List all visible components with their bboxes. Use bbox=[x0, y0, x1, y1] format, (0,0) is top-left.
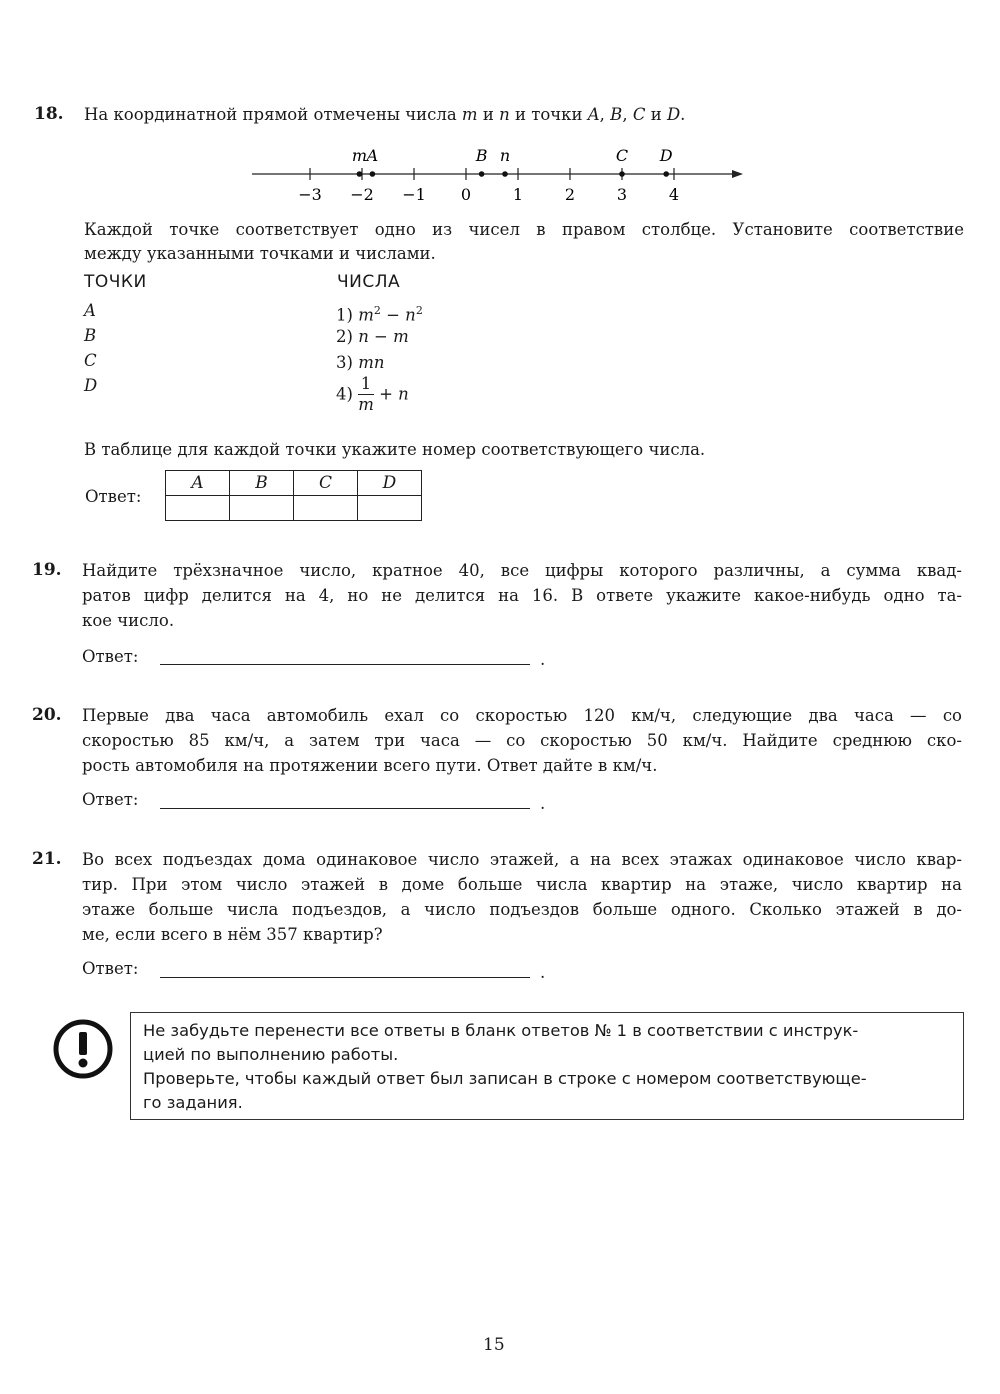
point-dot-C bbox=[619, 171, 625, 177]
q18-point-B: B bbox=[610, 105, 623, 124]
option-1-sup-n: 2 bbox=[415, 304, 423, 317]
option-4-number: 4) bbox=[336, 384, 353, 404]
q18-var-n: n bbox=[499, 105, 510, 124]
q20-line-1: Первые два часа автомобиль ехал со скоростью 120 км/ч, следующие два часа — со bbox=[82, 706, 962, 725]
q18-comma2: , bbox=[622, 105, 628, 124]
q18-table-instruction: В таблице для каждой точки укажите номер соответствующего числа. bbox=[84, 440, 706, 459]
q21-line-3: этаже больше числа подъездов, а число подъездов больше одного. Сколько этажей в до- bbox=[82, 900, 962, 919]
answer-table-header-row bbox=[166, 471, 422, 496]
point-label-A: A bbox=[366, 146, 379, 165]
answer-header-B: B bbox=[230, 471, 294, 496]
q21-answer-line[interactable] bbox=[160, 977, 530, 978]
point-dot-n bbox=[502, 171, 508, 177]
q18-point-A: A bbox=[587, 105, 600, 124]
q18-var-m: m bbox=[461, 105, 478, 124]
q19-answer-line[interactable] bbox=[160, 664, 530, 665]
col-numbers-header: ЧИСЛА bbox=[337, 272, 401, 292]
q20-answer-line[interactable] bbox=[160, 808, 530, 809]
notice-box bbox=[130, 1012, 964, 1120]
option-4-numerator: 1 bbox=[358, 374, 374, 395]
q18-point-C: C bbox=[632, 105, 646, 124]
q20-line-3: рость автомобиля на протяжении всего пути. Ответ дайте в км/ч. bbox=[82, 756, 658, 775]
option-3-number: 3) bbox=[336, 353, 353, 372]
option-2-expression: n − m bbox=[358, 327, 409, 346]
answer-cell-B[interactable] bbox=[230, 496, 294, 521]
answer-header-D: D bbox=[358, 471, 422, 496]
option-4-fraction bbox=[358, 374, 374, 415]
answer-cell-C[interactable] bbox=[294, 496, 358, 521]
q21-answer-end: . bbox=[540, 963, 546, 982]
option-2-number: 2) bbox=[336, 327, 353, 346]
q20-answer-end: . bbox=[540, 794, 546, 813]
page-number: 15 bbox=[483, 1335, 505, 1355]
q19-answer-label: Ответ: bbox=[82, 647, 139, 666]
option-1-m: m bbox=[358, 305, 374, 325]
q19-line-3: кое число. bbox=[82, 611, 175, 630]
answer-table-input-row bbox=[166, 496, 422, 521]
q18-instruction-1: Каждой точке соответствует одно из чисел в правом столбце. Установите соответствие bbox=[84, 220, 964, 239]
q18-intro-text: На координатной прямой отмечены числа bbox=[84, 105, 457, 124]
point-dot-B bbox=[479, 171, 485, 177]
q21-line-4: ме, если всего в нём 357 квартир? bbox=[82, 925, 383, 944]
q21-number: 21. bbox=[32, 849, 62, 869]
q21-line-1: Во всех подъездах дома одинаковое число этажей, а на всех этажах одинаковое число квар- bbox=[82, 850, 962, 869]
q18-number: 18. bbox=[34, 104, 64, 124]
q21-line-2: тир. При этом число этажей в доме больше числа квартир на этаже, число квартир на bbox=[82, 875, 962, 894]
point-dot-D bbox=[663, 171, 669, 177]
q18-period: . bbox=[680, 105, 686, 124]
option-1-sup-m: 2 bbox=[373, 304, 381, 317]
answer-header-C: C bbox=[294, 471, 358, 496]
point-label-m: m bbox=[351, 146, 367, 165]
q19-line-1: Найдите трёхзначное число, кратное 40, все цифры которого различны, а сумма квад- bbox=[82, 561, 962, 580]
answer-cell-D[interactable] bbox=[358, 496, 422, 521]
option-1-minus: − bbox=[386, 305, 400, 325]
point-label-B: B bbox=[475, 146, 488, 165]
q20-answer-label: Ответ: bbox=[82, 790, 139, 809]
point-label-C: C bbox=[615, 146, 629, 165]
notice-line-1: Не забудьте перенести все ответы в бланк ответов № 1 в соответствии с инструк- bbox=[143, 1021, 859, 1040]
option-1-n: n bbox=[405, 305, 416, 325]
point-dot-m bbox=[357, 171, 363, 177]
q19-answer-end: . bbox=[540, 650, 546, 669]
point-item-C: C bbox=[84, 351, 97, 370]
point-item-B: B bbox=[84, 326, 97, 345]
exclamation-icon bbox=[52, 1018, 114, 1080]
option-4 bbox=[336, 374, 409, 415]
q19-line-2: ратов цифр делится на 4, но не делится на 16. В ответе укажите какое-нибудь одно та- bbox=[82, 586, 962, 605]
tick-label: −3 bbox=[298, 185, 322, 204]
q18-and-points: и точки bbox=[514, 105, 583, 124]
option-1-number: 1) bbox=[336, 305, 353, 325]
notice-line-4: го задания. bbox=[143, 1093, 243, 1112]
tick-label: −2 bbox=[350, 185, 374, 204]
notice-line-3: Проверьте, чтобы каждый ответ был записан в строке с номером соответствующе- bbox=[143, 1069, 867, 1088]
option-4-denominator: m bbox=[358, 395, 374, 414]
q19-number: 19. bbox=[32, 560, 62, 580]
option-4-plus-n: + n bbox=[379, 384, 409, 404]
point-item-A: A bbox=[84, 301, 96, 320]
q20-line-2: скоростью 85 км/ч, а затем три часа — со скоростью 50 км/ч. Найдите среднюю ско- bbox=[82, 731, 962, 750]
tick-label: 1 bbox=[512, 185, 524, 204]
q21-answer-label: Ответ: bbox=[82, 959, 139, 978]
tick-label: 4 bbox=[668, 185, 680, 204]
axis-arrow bbox=[732, 170, 743, 178]
q18-point-D: D bbox=[666, 105, 681, 124]
answer-header-A: A bbox=[166, 471, 230, 496]
q18-and: и bbox=[482, 105, 494, 124]
option-2 bbox=[336, 324, 409, 349]
tick-label: 0 bbox=[460, 185, 472, 204]
point-label-n: n bbox=[499, 146, 511, 165]
point-label-D: D bbox=[659, 146, 673, 165]
tick-label: 3 bbox=[616, 185, 628, 204]
notice-line-2: цией по выполнению работы. bbox=[143, 1045, 399, 1064]
point-item-D: D bbox=[84, 376, 98, 395]
q18-and2: и bbox=[650, 105, 662, 124]
q18-instruction-2: между указанными точками и числами. bbox=[84, 244, 436, 263]
q18-intro bbox=[84, 102, 685, 127]
tick-label: 2 bbox=[564, 185, 576, 204]
answer-cell-A[interactable] bbox=[166, 496, 230, 521]
q18-answer-label: Ответ: bbox=[85, 487, 142, 506]
q18-answer-table bbox=[165, 470, 422, 521]
tick-label: −1 bbox=[402, 185, 426, 204]
q18-comma1: , bbox=[599, 105, 605, 124]
q20-number: 20. bbox=[32, 705, 62, 725]
option-3-expression: mn bbox=[358, 353, 385, 372]
point-dot-A bbox=[370, 171, 376, 177]
col-points-header: ТОЧКИ bbox=[84, 272, 147, 292]
number-line bbox=[240, 138, 760, 210]
option-3 bbox=[336, 350, 384, 375]
